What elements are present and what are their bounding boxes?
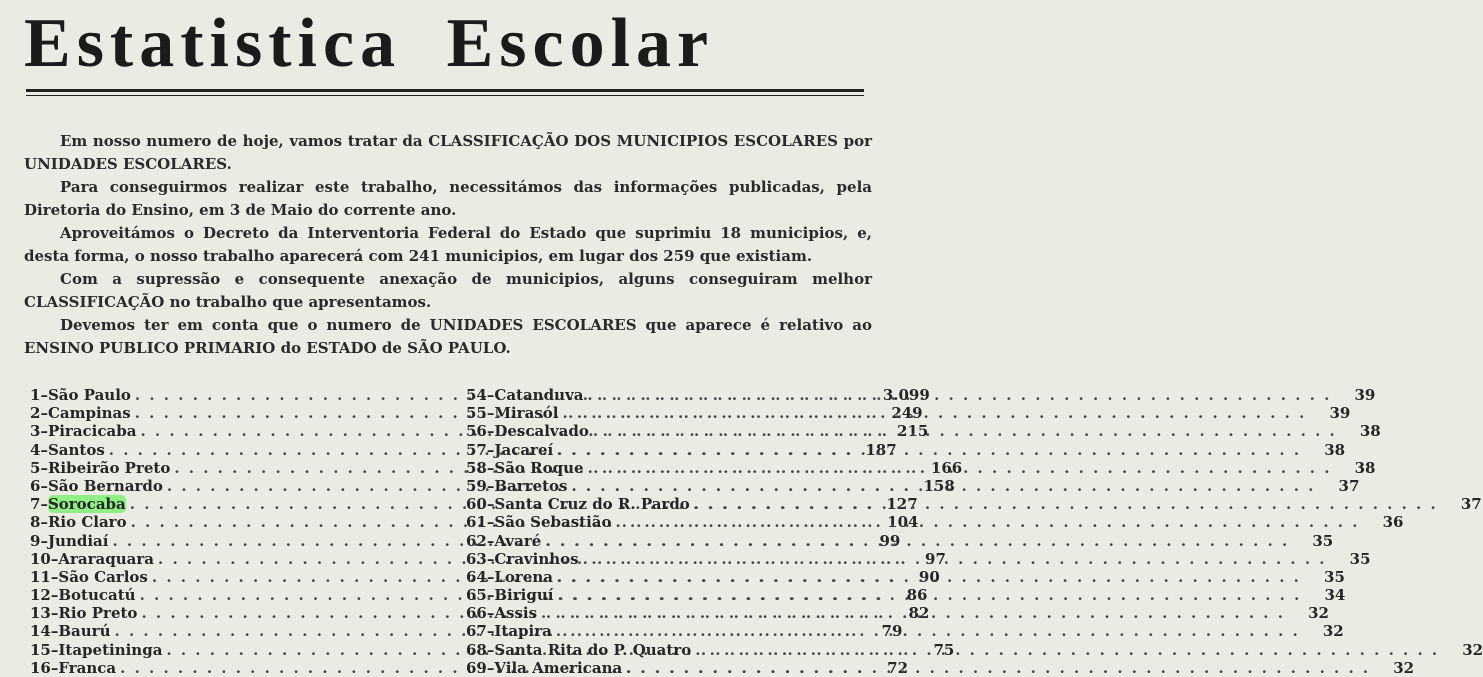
school-units-count: 38 — [1354, 458, 1376, 477]
municipality-name: Campinas — [47, 404, 131, 423]
dot-leader — [593, 422, 1337, 440]
municipality-name: Santa Rita do P. Quatro — [494, 640, 692, 659]
municipality-name: Araraquara — [58, 549, 154, 568]
dash-separator: – — [486, 495, 495, 514]
school-units-count: 39 — [1329, 404, 1351, 423]
municipality-name: Vila Americana — [494, 658, 623, 677]
school-units-count: 32 — [1462, 640, 1483, 659]
dot-leader — [616, 513, 1360, 531]
school-units-count: 38 — [1324, 440, 1346, 459]
school-units-count: 104 — [887, 513, 919, 532]
school-units-count: 72 — [887, 658, 909, 677]
school-units-count: 34 — [1324, 586, 1346, 605]
dot-leader — [572, 477, 1316, 495]
dash-separator: – — [50, 586, 59, 605]
dot-leader — [557, 568, 1301, 586]
rank-number: 14 — [30, 622, 51, 641]
rank-number: 62 — [466, 531, 487, 550]
dot-leader — [557, 441, 1301, 459]
dot-leader — [626, 659, 1370, 677]
dash-separator: – — [486, 549, 495, 568]
dash-separator: – — [40, 404, 48, 423]
municipality-name: São Paulo — [47, 386, 131, 404]
rank-number: 11 — [30, 567, 51, 586]
school-units-count: 35 — [1312, 531, 1334, 550]
rank-number: 66 — [466, 604, 487, 623]
school-units-count: 32 — [1393, 658, 1415, 677]
municipality-name: Rio Claro — [47, 513, 127, 532]
municipality-name: São Carlos — [58, 567, 148, 586]
title-rule-thick — [26, 89, 864, 92]
school-units-count: 3.099 — [882, 386, 930, 404]
school-units-count: 215 — [897, 422, 929, 441]
school-units-count: 90 — [918, 567, 940, 586]
dash-separator: – — [50, 604, 59, 623]
school-units-count: 32 — [1308, 604, 1329, 623]
dash-separator: – — [40, 440, 48, 459]
rank-number: 8 — [30, 513, 41, 532]
dot-leader — [587, 386, 1331, 404]
rank-number: 54 — [466, 386, 487, 404]
rank-number: 58 — [466, 458, 487, 477]
rank-number: 12 — [30, 586, 51, 605]
dot-leader — [583, 550, 1327, 568]
school-units-count: 36 — [1382, 513, 1404, 532]
dot-leader — [557, 586, 1301, 604]
dash-separator: – — [486, 586, 495, 605]
school-units-count: 79 — [881, 622, 903, 641]
rank-number: 4 — [30, 440, 41, 459]
rank-number: 55 — [466, 404, 487, 423]
dash-separator: – — [486, 531, 495, 550]
intro-paragraph: Para conseguirmos realizar este trabalho, necessitámos das informações publicadas, pela Diretoria do Ensino, em 3 de Maio do corrente ano. — [24, 178, 872, 219]
rank-number: 61 — [466, 513, 487, 532]
dash-separator: – — [486, 622, 495, 641]
school-units-count: 99 — [879, 531, 901, 550]
dash-separator: – — [486, 604, 495, 623]
municipality-name: Santa Cruz do R. Pardo — [494, 495, 690, 514]
dot-leader — [545, 532, 1289, 550]
dash-separator: – — [50, 658, 59, 677]
municipality-name: São Bernardo — [47, 476, 163, 495]
rank-number: 3 — [30, 422, 41, 441]
intro-paragraph: Devemos ter em conta que o numero de UNIDADES ESCOLARES que aparece é relativo ao ENSINO PUBLICO PRIMARIO do ESTADO de SÃO PAULO. — [24, 316, 872, 357]
school-units-count: 37 — [1460, 495, 1482, 514]
municipality-name: Mirasól — [494, 404, 559, 423]
rank-number: 6 — [30, 476, 41, 495]
dash-separator: – — [50, 549, 59, 568]
title-rule-thin — [26, 95, 864, 96]
page-title: Estatistica Escolar — [24, 5, 715, 82]
rank-number: 63 — [466, 549, 487, 568]
municipality-name: Baurú — [58, 622, 111, 641]
rank-number: 64 — [466, 567, 487, 586]
rank-number: 56 — [466, 422, 487, 441]
school-units-count: 75 — [933, 640, 955, 659]
rank-number: 13 — [30, 604, 51, 623]
rank-number: 1 — [30, 386, 41, 404]
school-units-count: 249 — [891, 404, 923, 423]
rank-number: 69 — [466, 658, 487, 677]
dash-separator: – — [486, 640, 495, 659]
school-units-count: 187 — [865, 440, 897, 459]
dot-leader — [695, 641, 1439, 659]
municipality-name: Piracicaba — [47, 422, 137, 441]
rank-number: 2 — [30, 404, 41, 423]
school-units-count: 97 — [925, 549, 946, 568]
dash-separator: – — [486, 567, 495, 586]
intro-text — [24, 130, 872, 360]
school-units-count: 86 — [906, 586, 928, 605]
rank-number: 10 — [30, 549, 51, 568]
dash-separator: – — [486, 658, 495, 677]
dash-separator: – — [40, 495, 48, 514]
municipality-name: Rio Preto — [58, 604, 138, 623]
dash-separator: – — [40, 476, 48, 495]
school-units-count: 35 — [1349, 549, 1371, 568]
dash-separator: – — [40, 513, 48, 532]
municipality-name: Franca — [58, 658, 117, 677]
rank-number: 9 — [30, 531, 41, 550]
intro-paragraph: Aproveitámos o Decreto da Interventoria Federal do Estado que suprimiu 18 municipios, e, desta forma, o nosso trabalho aparecerá com 241 municipios, em lugar dos 259 que existiam. — [24, 224, 872, 265]
municipality-name: Barretos — [494, 476, 568, 495]
rank-number: 7 — [30, 495, 41, 514]
intro-paragraph: Com a supressão e consequente anexação de municipios, alguns conseguiram melhor CLASSIFICAÇÃO no trabalho que apresentamos. — [24, 270, 872, 311]
rank-number: 5 — [30, 458, 41, 477]
municipality-name: Sorocaba — [47, 495, 126, 514]
dot-leader — [541, 604, 1285, 622]
municipality-name: Ribeirão Preto — [47, 458, 171, 477]
dash-separator: – — [40, 458, 48, 477]
rank-number: 15 — [30, 640, 51, 659]
dash-separator: – — [486, 404, 495, 423]
dash-separator: – — [40, 386, 48, 404]
dot-leader — [562, 404, 1306, 422]
dot-leader — [556, 622, 1300, 640]
school-units-count: 82 — [908, 604, 930, 623]
dash-separator: – — [40, 422, 48, 441]
municipality-name: São Roque — [494, 458, 584, 477]
school-units-count: 127 — [886, 495, 918, 514]
school-units-count: 158 — [923, 476, 955, 495]
rank-number: 67 — [466, 622, 487, 641]
municipality-name: Itapira — [494, 622, 552, 641]
dash-separator: – — [486, 476, 495, 495]
rank-number: 57 — [466, 440, 487, 459]
municipality-name: Cravinhos — [494, 549, 579, 568]
municipality-name: Jacareí — [494, 440, 554, 459]
rank-number: 68 — [466, 640, 487, 659]
dash-separator: – — [50, 567, 59, 586]
school-units-count: 38 — [1359, 422, 1381, 441]
dot-leader — [588, 459, 1332, 477]
school-units-count: 166 — [930, 458, 963, 477]
dash-separator: – — [40, 531, 48, 550]
dash-separator: – — [50, 622, 59, 641]
municipality-name: Descalvado — [494, 422, 589, 441]
dash-separator: – — [486, 513, 495, 532]
dash-separator: – — [486, 422, 495, 441]
rank-number: 59 — [466, 476, 487, 495]
municipality-name: Santos — [47, 440, 105, 459]
municipality-name: Catanduva — [494, 386, 584, 404]
rank-number: 60 — [466, 495, 487, 514]
municipality-name: São Sebastião — [494, 513, 612, 532]
municipality-name: Avaré — [494, 531, 542, 550]
dash-separator: – — [50, 640, 59, 659]
dash-separator: – — [486, 440, 495, 459]
rank-number: 16 — [30, 658, 51, 677]
municipality-name: Itapetininga — [58, 640, 163, 659]
municipality-name: Lorena — [494, 567, 553, 586]
dash-separator: – — [486, 386, 495, 404]
school-units-count: 39 — [1354, 386, 1376, 404]
dot-leader — [694, 495, 1438, 513]
rank-number: 65 — [466, 586, 487, 605]
municipality-name: Botucatú — [58, 586, 136, 605]
school-units-count: 32 — [1322, 622, 1344, 641]
school-units-count: 37 — [1338, 476, 1360, 495]
municipality-name: Jundiaí — [47, 531, 109, 550]
municipality-name: Biriguí — [494, 586, 554, 605]
school-units-count: 35 — [1324, 567, 1345, 586]
municipality-name: Assis — [494, 604, 538, 623]
intro-paragraph: Em nosso numero de hoje, vamos tratar da CLASSIFICAÇÃO DOS MUNICIPIOS ESCOLARES por UNIDADES ESCOLARES. — [24, 132, 872, 173]
dash-separator: – — [486, 458, 495, 477]
